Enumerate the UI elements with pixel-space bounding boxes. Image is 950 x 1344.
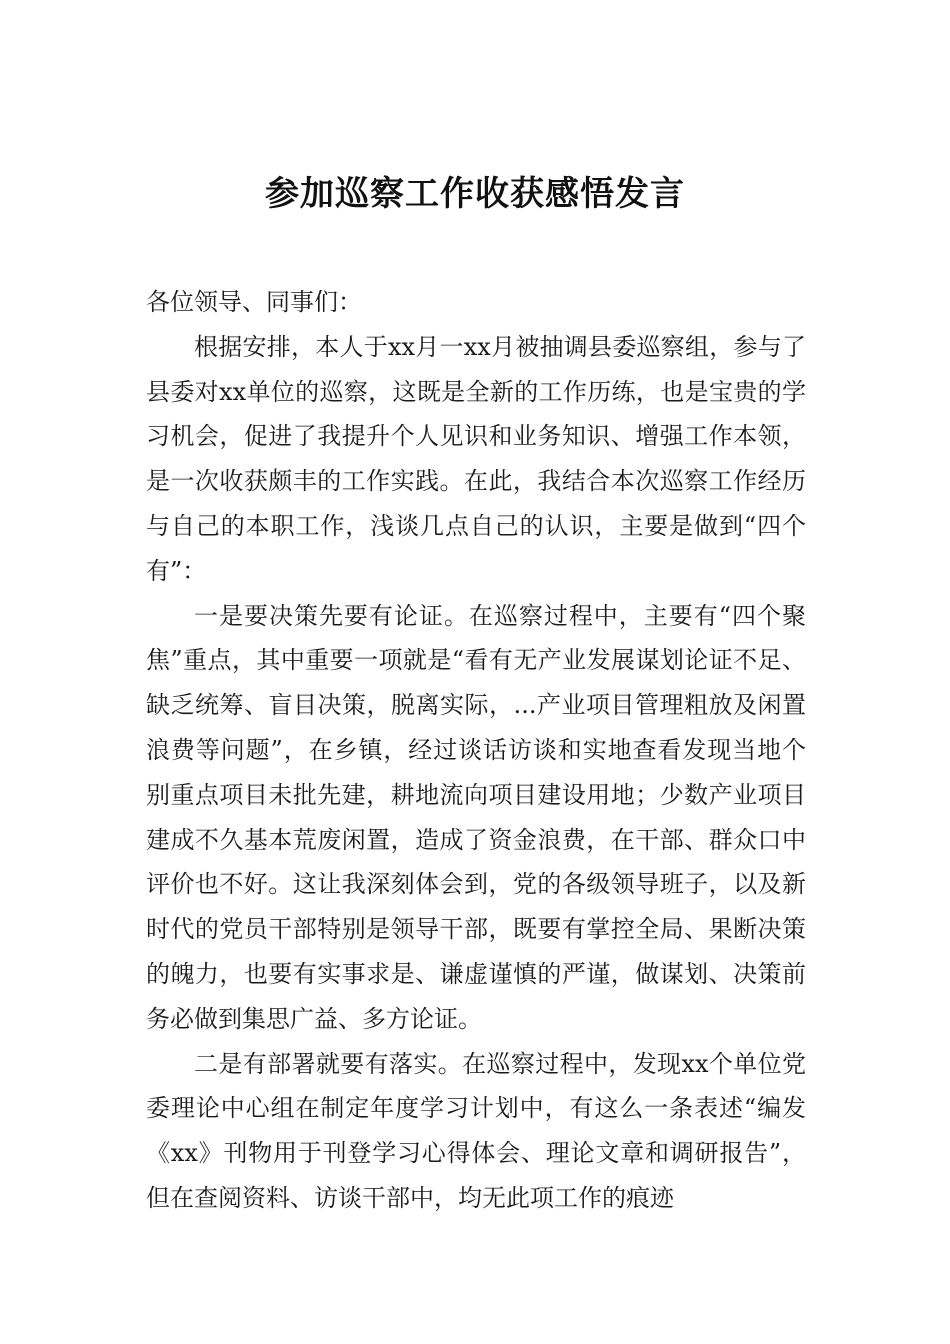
- document-title: 参加巡察工作收获感悟发言: [265, 174, 685, 214]
- document-body: [146, 280, 806, 1221]
- salutation: 各位领导、同事们：: [146, 288, 362, 316]
- paragraph-intro: 根据安排，本人于xx月一xx月被抽调县委巡察组，参与了县委对xx单位的巡察，这既是全新的工作历练，也是宝贵的学习机会，促进了我提升个人见识和业务知识、增强工作本领，是一次收获颇丰的工作实践。在此，我结合本次巡察工作经历与自己的本职工作，浅谈几点自己的认识，主要是做到“四个有”：: [146, 332, 806, 585]
- paragraph-point-two: 二是有部署就要有落实。在巡察过程中，发现xx个单位党委理论中心组在制定年度学习计划中，有这么一条表述“编发《xx》刊物用于刊登学习心得体会、理论文章和调研报告”，但在查阅资料、访谈干部中，均无此项工作的痕迹: [146, 1049, 806, 1212]
- paragraph-point-one: 一是要决策先要有论证。在巡察过程中，主要有“四个聚焦”重点，其中重要一项就是“看有无产业发展谋划论证不足、缺乏统筹、盲目决策，脱离实际，...产业项目管理粗放及闲置浪费等问题”，在乡镇，经过谈话访谈和实地查看发现当地个别重点项目未批先建，耕地流向项目建设用地；少数产业项目建成不久基本荒废闲置，造成了资金浪费，在干部、群众口中评价也不好。这让我深刻体会到，党的各级领导班子，以及新时代的党员干部特别是领导干部，既要有掌控全局、果断决策的魄力，也要有实事求是、谦虚谨慎的严谨，做谋划、决策前务必做到集思广益、多方论证。: [146, 601, 806, 1033]
